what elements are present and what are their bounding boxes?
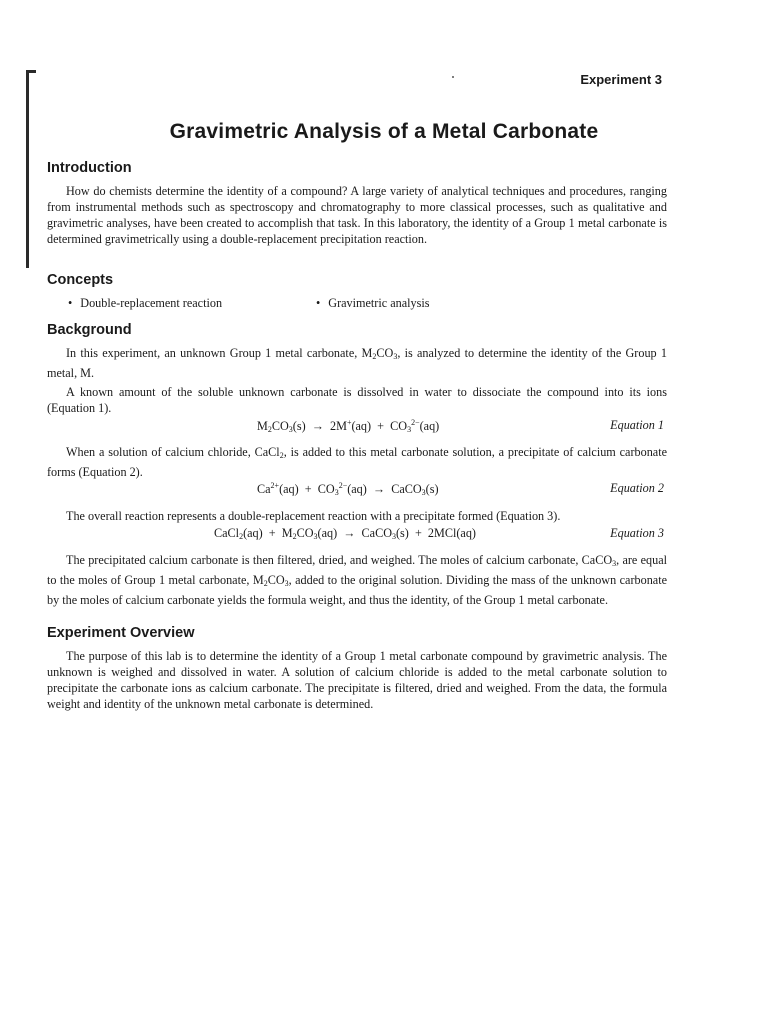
equation-3-label: Equation 3 [610,526,664,540]
overview-paragraph: The purpose of this lab is to determine the identity of a Group 1 metal carbonate compound by gravimetric analysis. The unknown is weighed and dissolved in water. A solution of calcium chloride is added to the metal carbonate solution to precipitate the carbonate ions as calcium carbonate. The precipitate is filtered, dried and weighed. From the data, the formula weight and identity of the unknown metal carbonate is determined. [47,649,667,711]
background-paragraph-3: When a solution of calcium chloride, CaCl$_2$, is added to this metal carbonate solution, a precipitate of calcium carbonate forms (Equation 2). [47,445,667,479]
background-paragraph-2: A known amount of the soluble unknown carbonate is dissolved in water to dissociate the compound into its ions (Equation 1). [47,385,667,415]
experiment-label: Experiment 3 [580,72,662,87]
equation-2: $Ca^{2+}(aq) + CO_3^{2-}(aq)$ → CaCO$_3$(s) [257,481,439,497]
scan-edge-mark [26,70,29,268]
background-paragraph-4: The overall reaction represents a double-replacement reaction with a precipitate formed (Equation 3). [66,509,561,523]
introduction-heading: Introduction [47,160,132,176]
overview-heading: Experiment Overview [47,625,195,641]
concept-item-double-replacement: • Double-replacement reaction [68,296,222,311]
scan-dust-dot [452,76,454,78]
equation-1: $M_2CO_3(s) \to 2M^+(aq) + CO_3^{2-}(aq)$ [257,418,440,434]
background-paragraph-1: In this experiment, an unknown Group 1 metal carbonate, $M_2CO_3$, is analyzed to determine the identity of the Group 1 metal, M. [47,346,667,380]
equation-2-label: Equation 2 [610,481,664,495]
concepts-heading: Concepts [47,272,114,288]
background-paragraph-5: The precipitated calcium carbonate is then filtered, dried, and weighed. The moles of calcium carbonate, CaCO$_3$, are equal to the moles of Group 1 metal carbonate, $M_2CO_3$, added to the original solution. Dividing the mass of the unknown carbonate by the moles of calcium carbonate yields the formula weight, and thus the identity, of the Group 1 metal carbonate. [47,553,667,607]
page-title: Gravimetric Analysis of a Metal Carbonate [169,120,599,143]
scan-edge-hook [26,70,36,73]
equation-3: CaCl$_2$(aq) + $M_2CO_3(aq)$ → CaCO$_3$(s) + 2MCl(aq) [214,526,476,541]
introduction-paragraph: How do chemists determine the identity of a compound? A large variety of analytical techniques and procedures, ranging from instrumental methods such as spectroscopy and chromatography to more classical processes, such as qualitative and gravimetric analyses, have been created to accomplish that task. In this laboratory, the identity of a Group 1 metal carbonate is determined gravimetrically using a double-replacement precipitation reaction. [47,184,667,246]
background-heading: Background [47,322,132,338]
equation-1-label: Equation 1 [610,418,664,432]
concept-item-gravimetric: • Gravimetric analysis [316,296,429,311]
